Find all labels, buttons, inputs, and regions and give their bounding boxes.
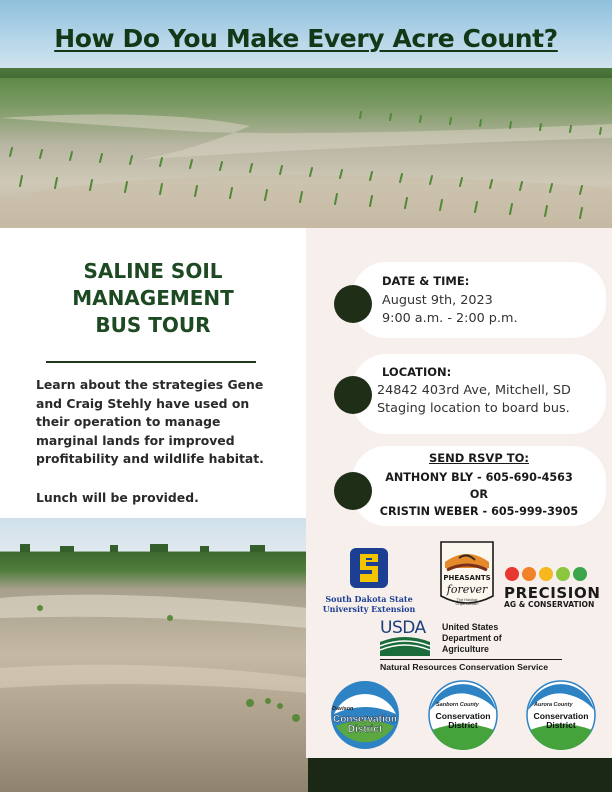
usda-word: USDA bbox=[380, 618, 426, 638]
lunch-note: Lunch will be provided. bbox=[36, 490, 199, 505]
event-description bbox=[36, 376, 276, 469]
bullet-dot bbox=[334, 285, 372, 323]
footer-bar bbox=[308, 758, 612, 792]
tour-title-line: SALINE SOIL bbox=[83, 259, 223, 283]
description-line: profitability and wildlife habitat. bbox=[36, 451, 264, 467]
rsvp-contact[interactable]: ANTHONY BLY - 605-690-4563 bbox=[385, 471, 573, 484]
divider bbox=[46, 361, 256, 363]
cd-county: Aurora County bbox=[534, 702, 573, 708]
sdsu-line: South Dakota State bbox=[325, 594, 413, 604]
cd-name: District bbox=[347, 724, 383, 735]
hero-photo bbox=[0, 0, 612, 228]
date-value: August 9th, 2023 bbox=[382, 293, 493, 308]
cd-name: Conservation bbox=[333, 714, 397, 725]
tour-title bbox=[0, 258, 306, 339]
rsvp-contact[interactable]: CRISTIN WEBER - 605-999-3905 bbox=[379, 505, 579, 518]
description-line: and Craig Stehly have used on bbox=[36, 395, 250, 411]
usda-department bbox=[442, 622, 502, 655]
details-panel bbox=[306, 228, 612, 758]
cd-county: Davison bbox=[332, 706, 354, 712]
pheasants-script: forever bbox=[446, 583, 488, 596]
precision-word: PRECISION bbox=[504, 584, 601, 602]
bullet-dot bbox=[334, 376, 372, 414]
headline: How Do You Make Every Acre Count? bbox=[54, 24, 558, 53]
description-line: Learn about the strategies Gene bbox=[36, 377, 264, 392]
description-line: marginal lands for improved bbox=[36, 432, 235, 448]
pheasants-tagline: The Habitat Organization bbox=[455, 598, 479, 606]
cd-name: District bbox=[448, 720, 478, 730]
sdsu-extension-name bbox=[310, 594, 428, 614]
pheasants-word: PHEASANTS bbox=[443, 574, 491, 582]
cd-name: Conservation bbox=[533, 711, 589, 721]
cd-name: District bbox=[546, 720, 576, 730]
usda-divider bbox=[380, 659, 562, 660]
saline-field-photo bbox=[0, 518, 308, 792]
tour-title-line: BUS TOUR bbox=[95, 313, 211, 337]
nrcs-name: Natural Resources Conservation Service bbox=[380, 662, 549, 672]
time-value: 9:00 a.m. - 2:00 p.m. bbox=[382, 311, 518, 326]
precision-subtitle: AG & CONSERVATION bbox=[504, 600, 595, 609]
precision-dots-icon bbox=[504, 566, 598, 582]
cd-name: Conservation bbox=[435, 711, 491, 721]
location-address: 24842 403rd Ave, Mitchell, SD bbox=[377, 383, 571, 398]
event-summary bbox=[0, 228, 306, 518]
usda-dept-line: Agriculture bbox=[442, 644, 489, 654]
usda-dept-line: United States bbox=[442, 622, 499, 632]
rsvp-label: SEND RSVP TO: bbox=[428, 451, 529, 465]
date-label: DATE & TIME: bbox=[382, 274, 470, 288]
rsvp-or: OR bbox=[469, 488, 489, 501]
tour-title-line: MANAGEMENT bbox=[72, 286, 234, 310]
description-line: their operation to manage bbox=[36, 414, 221, 430]
hero-field bbox=[0, 78, 612, 228]
cd-county: Sanborn County bbox=[436, 702, 479, 708]
usda-dept-line: Department of bbox=[442, 633, 502, 643]
sdsu-line: University Extension bbox=[322, 604, 416, 614]
location-label: LOCATION: bbox=[382, 365, 452, 379]
sdsu-logo bbox=[344, 546, 394, 590]
location-note: Staging location to board bus. bbox=[377, 401, 570, 416]
